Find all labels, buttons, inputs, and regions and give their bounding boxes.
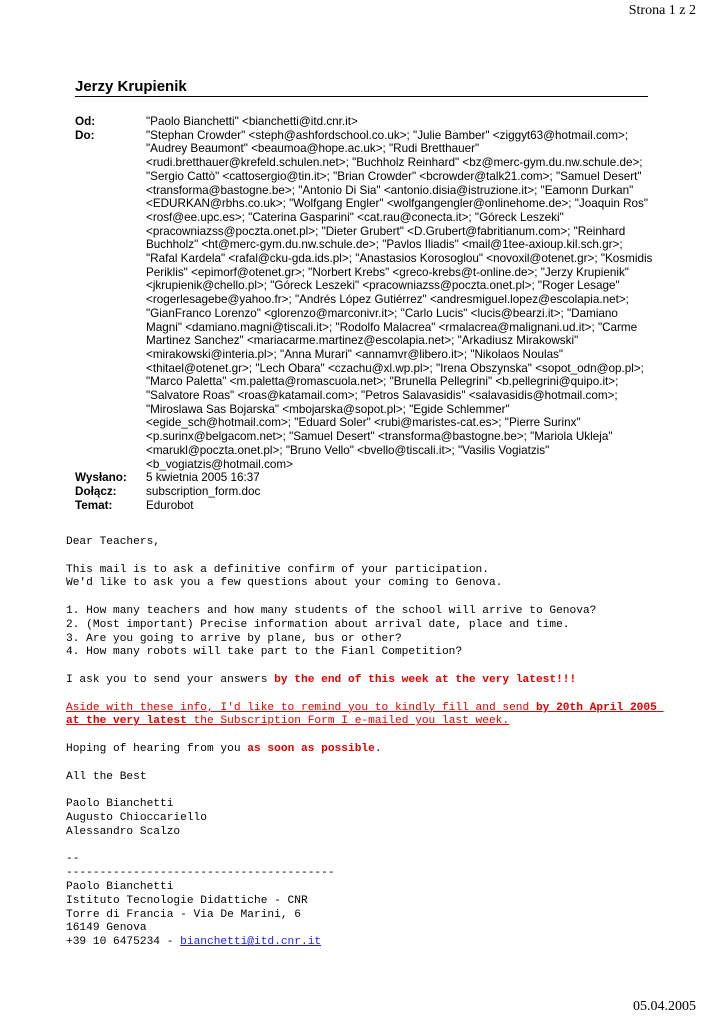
email-header bbox=[75, 115, 655, 512]
email-body bbox=[66, 536, 666, 964]
from-value: "Paolo Bianchetti" <bianchetti@itd.cnr.it> bbox=[146, 115, 358, 128]
deadline-emphasis: by the end of this week at the very latest!!! bbox=[274, 673, 577, 686]
mailbox-owner-name: Jerzy Krupienik bbox=[75, 78, 648, 97]
signature-email-link[interactable]: bianchetti@itd.cnr.it bbox=[180, 936, 322, 949]
signature-contact bbox=[66, 936, 666, 950]
hoping-text: Hoping of hearing from you bbox=[66, 742, 248, 755]
question-item: 3. Are you going to arrive by plane, bus or other? bbox=[66, 632, 402, 645]
subject-value: Edurobot bbox=[146, 498, 194, 512]
signatory-name: Alessandro Scalzo bbox=[66, 825, 181, 838]
to-label: Do: bbox=[75, 128, 95, 142]
hoping-line bbox=[66, 743, 666, 757]
hoping-emphasis: as soon as possible bbox=[247, 742, 375, 755]
intro-line: This mail is to ask a definitive confirm of your participation. bbox=[66, 563, 489, 576]
closing: All the Best bbox=[66, 770, 147, 783]
signatory-name: Augusto Chioccariello bbox=[66, 811, 207, 824]
signatories bbox=[66, 798, 666, 839]
sent-value: 5 kwietnia 2005 16:37 bbox=[146, 471, 260, 485]
signature-dashes: -- bbox=[66, 853, 80, 866]
footer-date: 05.04.2005 bbox=[633, 999, 696, 1014]
attachment-value: subscription_form.doc bbox=[146, 484, 261, 498]
from-row bbox=[75, 115, 655, 129]
attachment-row bbox=[75, 485, 655, 499]
signature-phone: +39 10 6475234 - bbox=[66, 936, 181, 949]
question-item: 4. How many robots will take part to the Fianl Competition? bbox=[66, 646, 463, 659]
deadline-request bbox=[66, 674, 666, 688]
subject-label: Temat: bbox=[75, 498, 113, 512]
from-label: Od: bbox=[75, 115, 96, 128]
signature-address: Torre di Francia - Via De Marini, 6 bbox=[66, 908, 301, 921]
deadline-request-text: I ask you to send your answers bbox=[66, 673, 275, 686]
to-row bbox=[75, 129, 655, 472]
intro-paragraph bbox=[66, 564, 666, 592]
sent-label: Wysłano: bbox=[75, 471, 127, 485]
subject-row bbox=[75, 499, 655, 513]
sent-row bbox=[75, 471, 655, 485]
attachment-label: Dołącz: bbox=[75, 484, 117, 498]
signatory-name: Paolo Bianchetti bbox=[66, 798, 174, 811]
greeting: Dear Teachers, bbox=[66, 536, 160, 548]
signature-organization: Istituto Tecnologie Didattiche - CNR bbox=[66, 894, 308, 907]
reminder-deadline-emphasis: by 20th April 2005 at the very latest bbox=[66, 701, 664, 728]
page-number: Strona 1 z 2 bbox=[628, 3, 696, 18]
signature-city: 16149 Genova bbox=[66, 922, 147, 935]
subscription-reminder bbox=[66, 702, 666, 730]
question-item: 2. (Most important) Precise information about arrival date, place and time. bbox=[66, 618, 570, 631]
signature-name: Paolo Bianchetti bbox=[66, 880, 174, 893]
reminder-text: Aside with these info, I'd like to remind you to kindly fill and send bbox=[66, 701, 536, 714]
reminder-text-end: the Subscription Form I e-mailed you last week. bbox=[186, 715, 510, 728]
question-item: 1. How many teachers and how many students of the school will arrive to Genova? bbox=[66, 604, 597, 617]
signature-rule: ---------------------------------------- bbox=[66, 867, 335, 880]
intro-line: We'd like to ask you a few questions about your coming to Genova. bbox=[66, 577, 503, 590]
signature-block bbox=[66, 853, 666, 950]
hoping-period: . bbox=[374, 742, 382, 755]
questions-list bbox=[66, 605, 666, 660]
to-value: "Stephan Crowder" <steph@ashfordschool.co.uk>; "Julie Bamber" <ziggyt63@hotmail.com>; "Audrey Beaumont" <beaumoa@hope.ac.uk>; "Rudi Bretthauer" <rudi.bretthauer@krefeld.schulen.net>; "Buchholz Reinhard" <bz@merc-gym.du.nw.schule.de>; "Sergio Cattò" <cattosergio@tin.it>; "Brian Crowder" <bcrowder@talk21.com>; "Samuel Desert" <transforma@bastogne.be>; "Antonio Di Sia" <antonio.disia@istruzione.it>; "Eamonn Durkan" <EDURKAN@rbhs.co.uk>; "Wolfgang Engler" <wolfgangengler@onlinehome.de>; "Joaquin Ros" <rosf@ee.upc.es>; "Caterina Gasparini" <cat.rau@conecta.it>; "Góreck Leszeki" <pracowniazss@poczta.onet.pl>; "Dieter Grubert" <D.Grubert@fabritianum.com>; "Reinhard Buchholz" <ht@merc-gym.du.nw.schule.de>; "Pavlos Iliadis" <mail@1tee-axioup.kil.sch.gr>; "Rafal Kardela" <rafal@cku-gda.ids.pl>; "Anastasios Korosoglou" <novoxil@otenet.gr>; "Kosmidis Periklis" <epimorf@otenet.gr>; "Norbert Krebs" <greco-krebs@t-online.de>; "Jerzy Krupienik" <jkrupienik@chello.pl>; "Góreck Leszeki" <pracowniazss@poczta.onet.pl>; "Roger Lesage" <rogerlesagebe@yahoo.fr>; "Andrés López Gutiérrez" <andresmiguel.lopez@escolapia.net>; "GianFranco Lorenzo" <glorenzo@marconivr.it>; "Carlo Lucis" <lucis@bearzi.it>; "Damiano Magni" <damiano.magni@tiscali.it>; "Rodolfo Malacrea" <rmalacrea@malignani.ud.it>; "Carme Martinez Sanchez" <mariacarme.martinez@escolapia.net>; "Arkadiusz Mirakowski" <mirakowski@interia.pl>; "Anna Murari" <annamvr@libero.it>; "Nikolaos Noulas" <thitael@otenet.gr>; "Lech Obara" <czachu@xl.wp.pl>; "Irena Obszynska" <sopot_odn@op.pl>; "Marco Paletta" <m.paletta@romascuola.net>; "Brunella Pellegrini" <b.pellegrini@quipo.it>; "Salvatore Roas" <roas@katamail.com>; "Petros Salavasidis" <salavasidis@hotmail.com>; "Miroslawa Sas Bojarska" <mbojarska@sopot.pl>; "Egide Schlemmer" <egide_sch@hotmail.com>; "Eduard Soler" <rubi@maristes-cat.es>; "Pierre Surinx" <p.surinx@belgacom.net>; "Samuel Desert" <transforma@bastogne.be>; "Mariola Ukleja" <marukl@poczta.onet.pl>; "Bruno Vello" <bvello@tiscali.it>; "Vasilis Vogiatzis" <b_vogiatzis@hotmail.com> bbox=[146, 128, 653, 471]
